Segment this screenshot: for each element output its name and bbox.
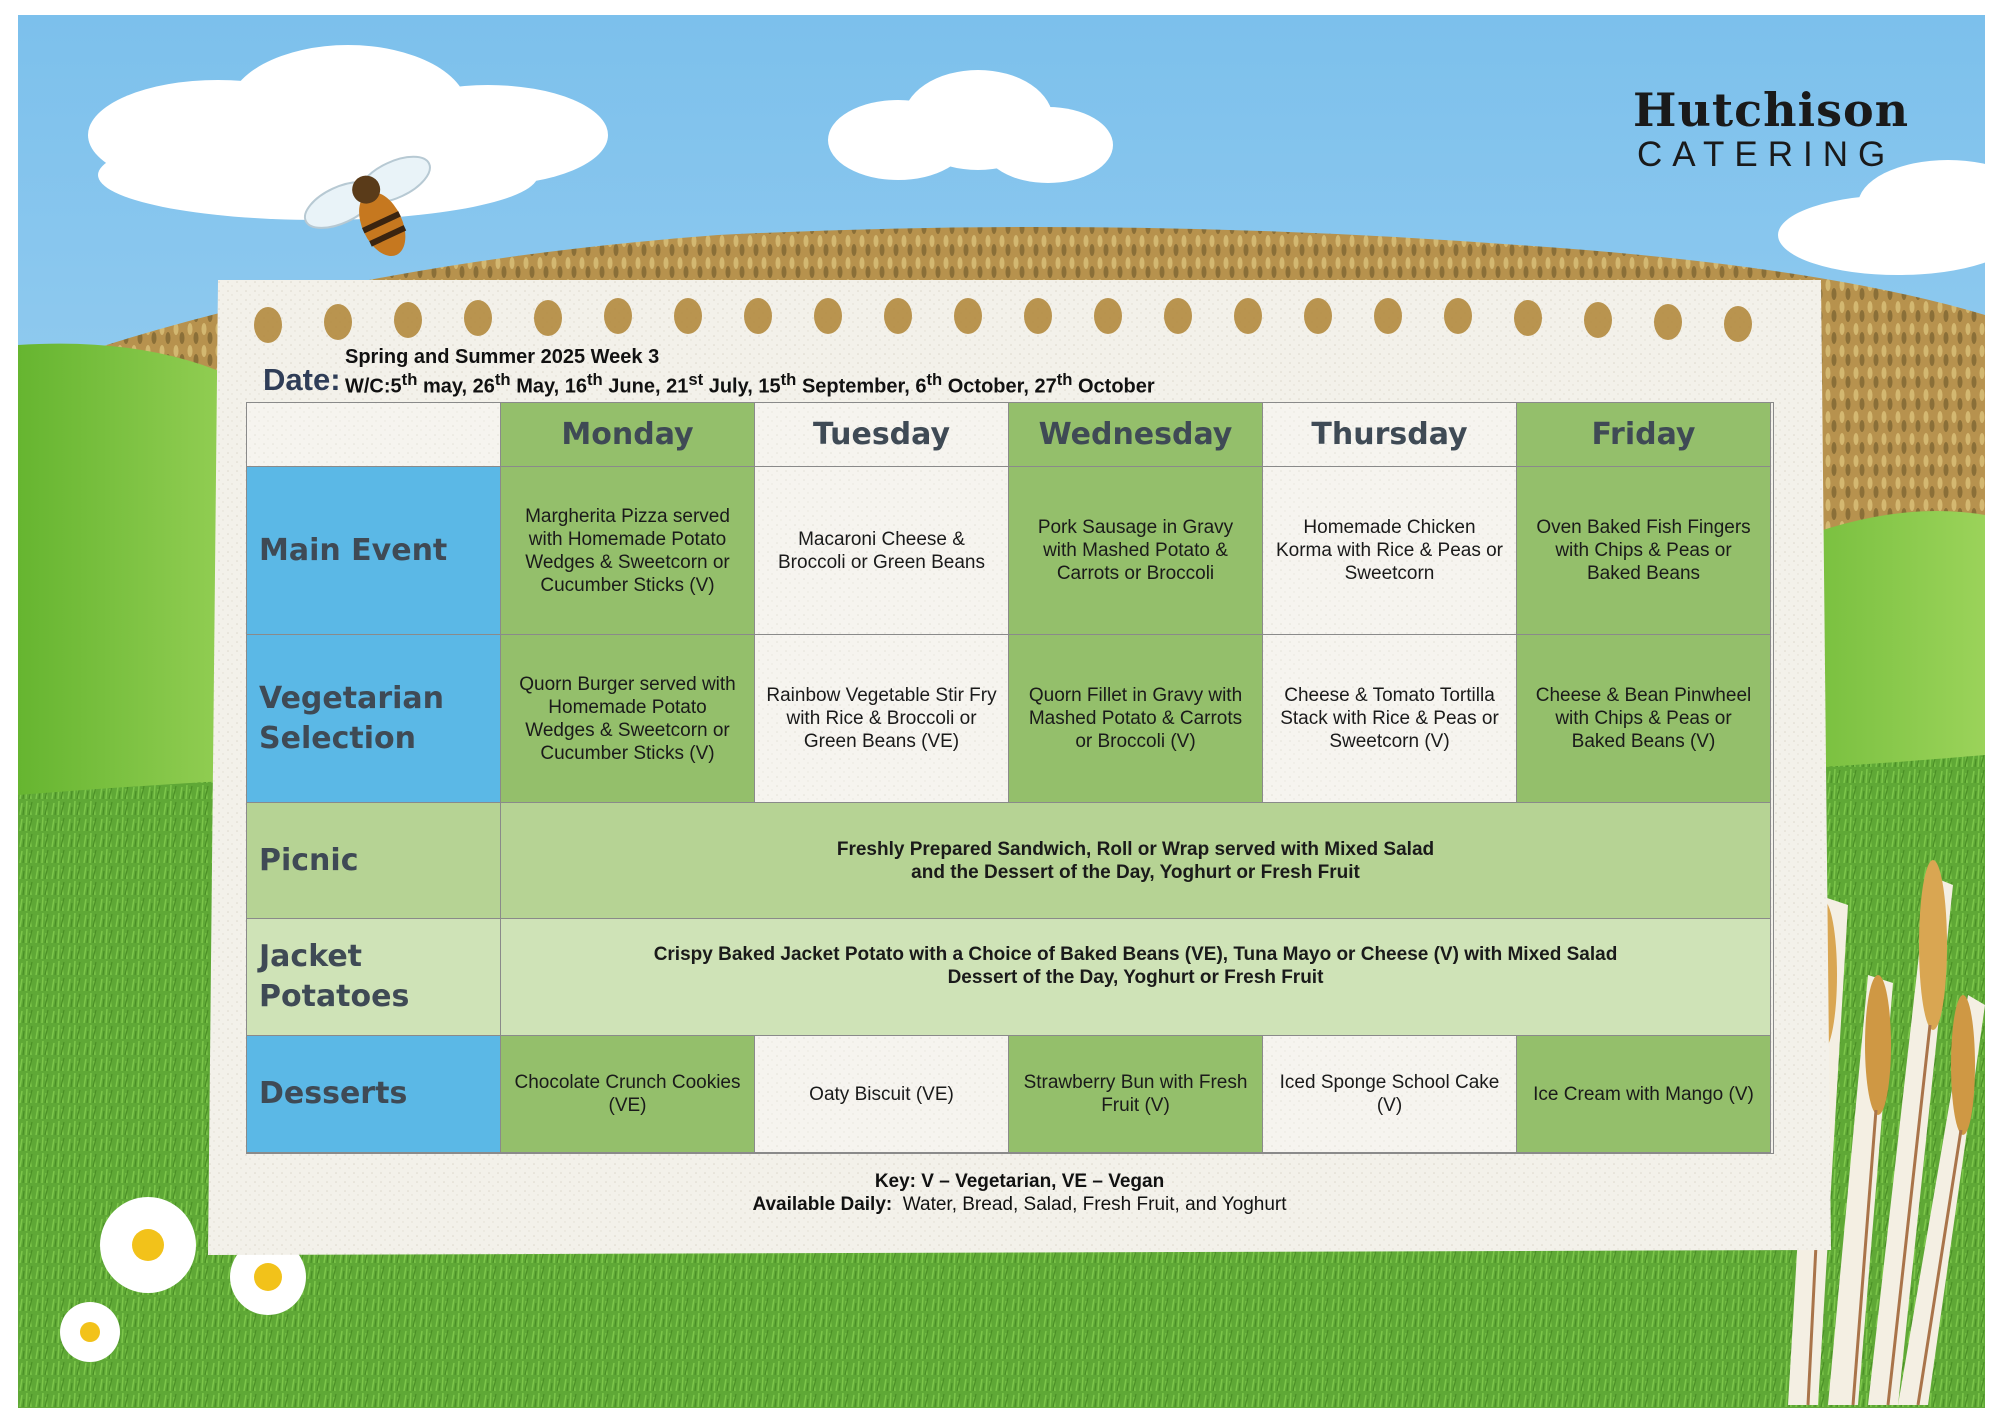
- main-event-tuesday: Macaroni Cheese & Broccoli or Green Beans: [755, 467, 1009, 635]
- poster-frame: [18, 15, 1985, 1408]
- brand-logo: [1633, 85, 1933, 175]
- wc-prefix: W/C:: [345, 375, 391, 398]
- vegetarian-wednesday: Quorn Fillet in Gravy with Mashed Potato & Carrots or Broccoli (V): [1009, 635, 1263, 803]
- dessert-thursday: Iced Sponge School Cake (V): [1263, 1036, 1517, 1153]
- brand-name: Hutchison: [1633, 83, 1910, 137]
- week-commencing-dates: W/C:5th may, 26th May, 16th June, 21st July, 15th September, 6th October, 27th October: [345, 370, 1155, 398]
- main-event-friday: Oven Baked Fish Fingers with Chips & Peas or Baked Beans: [1517, 467, 1771, 635]
- day-header-monday: Monday: [501, 403, 755, 467]
- day-header-friday: Friday: [1517, 403, 1771, 467]
- menu-notepad: [208, 270, 1831, 1270]
- row-label-picnic: Picnic: [247, 803, 501, 919]
- jacket-potatoes-description: [501, 919, 1771, 1036]
- row-label-desserts: Desserts: [247, 1036, 501, 1153]
- day-header-wednesday: Wednesday: [1009, 403, 1263, 467]
- dessert-tuesday: Oaty Biscuit (VE): [755, 1036, 1009, 1153]
- dessert-monday: Chocolate Crunch Cookies (VE): [501, 1036, 755, 1153]
- dessert-wednesday: Strawberry Bun with Fresh Fruit (V): [1009, 1036, 1263, 1153]
- day-header-thursday: Thursday: [1263, 403, 1517, 467]
- jacket-line-1: Crispy Baked Jacket Potato with a Choice of Baked Beans (VE), Tuna Mayo or Cheese (V) with Mixed Salad: [653, 944, 1618, 965]
- picnic-line-1: Freshly Prepared Sandwich, Roll or Wrap served with Mixed Salad: [836, 838, 1435, 860]
- vegetarian-monday: Quorn Burger served with Homemade Potato Wedges & Sweetcorn or Cucumber Sticks (V): [501, 635, 755, 803]
- picnic-line-2: and the Dessert of the Day, Yoghurt or Fresh Fruit: [911, 861, 1360, 883]
- main-event-monday: Margherita Pizza served with Homemade Potato Wedges & Sweetcorn or Cucumber Sticks (V): [501, 467, 755, 635]
- row-label-main-event: Main Event: [247, 467, 501, 635]
- key-text: Key: V – Vegetarian, VE – Vegan: [874, 1171, 1165, 1192]
- day-header-tuesday: Tuesday: [755, 403, 1009, 467]
- date-label: Date:: [263, 362, 341, 397]
- menu-key: [208, 1170, 1831, 1216]
- table-corner: [247, 403, 501, 467]
- vegetarian-thursday: Cheese & Tomato Tortilla Stack with Rice & Peas or Sweetcorn (V): [1263, 635, 1517, 803]
- row-label-vegetarian: Vegetarian Selection: [247, 635, 501, 803]
- menu-table: [246, 402, 1774, 1154]
- brand-subtitle: CATERING: [1637, 135, 1896, 174]
- dessert-friday: Ice Cream with Mango (V): [1517, 1036, 1771, 1153]
- main-event-thursday: Homemade Chicken Korma with Rice & Peas or Sweetcorn: [1263, 467, 1517, 635]
- picnic-description: [501, 803, 1771, 919]
- vegetarian-tuesday: Rainbow Vegetable Stir Fry with Rice & Broccoli or Green Beans (VE): [755, 635, 1009, 803]
- row-label-jacket-potatoes: Jacket Potatoes: [247, 919, 501, 1036]
- vegetarian-friday: Cheese & Bean Pinwheel with Chips & Peas or Baked Beans (V): [1517, 635, 1771, 803]
- jacket-line-2: Dessert of the Day, Yoghurt or Fresh Fruit: [947, 967, 1324, 988]
- available-daily-items: Water, Bread, Salad, Fresh Fruit, and Yoghurt: [902, 1194, 1287, 1215]
- main-event-wednesday: Pork Sausage in Gravy with Mashed Potato & Carrots or Broccoli: [1009, 467, 1263, 635]
- menu-week-title: Spring and Summer 2025 Week 3: [345, 346, 660, 368]
- available-daily-label: Available Daily:: [752, 1194, 893, 1215]
